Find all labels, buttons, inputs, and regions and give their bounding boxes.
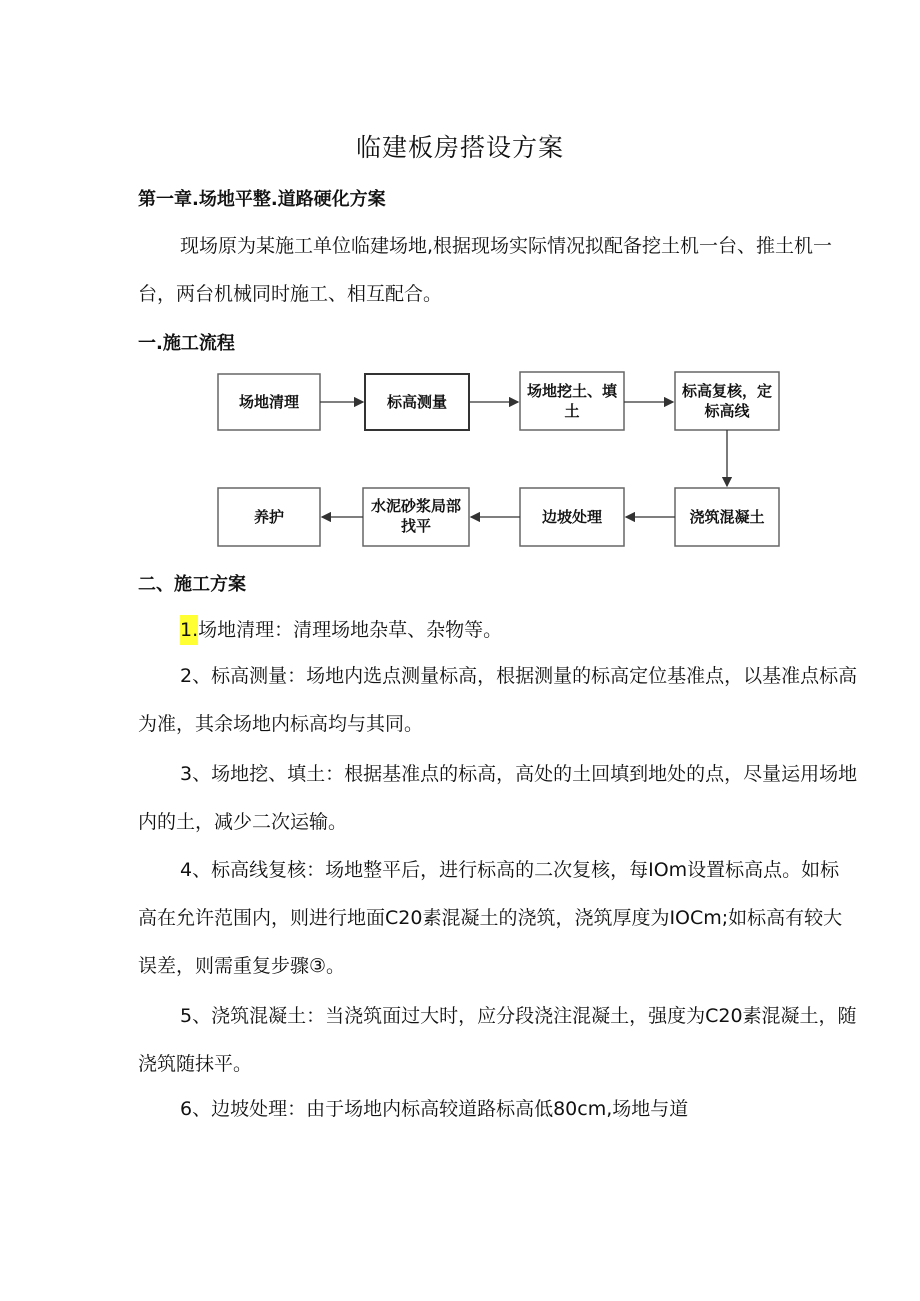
- section2-heading: 二、施工方案: [138, 574, 246, 595]
- document-title: 临建板房搭设方案: [355, 133, 564, 162]
- flow-step-label-2: 找平: [400, 517, 432, 535]
- flow-step-label: 边坡处理: [541, 508, 603, 526]
- flow-step-site-clearing: [218, 374, 320, 430]
- flow-step-elevation-recheck: [675, 372, 779, 430]
- item-text: 场地挖、填土：根据基准点的标高，高处的土回填到地处的点，尽量运用场地内的土，减少二次运输。: [138, 763, 858, 833]
- flow-step-label: 场地清理: [238, 393, 300, 411]
- flow-step-label: 养护: [253, 508, 285, 526]
- flow-step-pour-concrete: [675, 488, 779, 546]
- flow-step-label: 场地挖土、填: [526, 382, 618, 400]
- construction-flow-chart: [210, 365, 790, 555]
- item-2: [138, 652, 858, 748]
- item-text: 标高测量：场地内选点测量标高，根据测量的标高定位基准点，以基准点标高为准，其余场地内标高均与其同。: [138, 665, 858, 735]
- flow-step-label: 标高复核，定: [681, 382, 773, 400]
- item-5: [138, 992, 858, 1088]
- intro-text: 现场原为某施工单位临建场地,根据现场实际情况拟配备挖土机一台、推土机一台，两台机械同时施工、相互配合。: [138, 235, 833, 305]
- item-3: [138, 750, 858, 846]
- flow-step-slope-treatment: [520, 488, 624, 546]
- item-number: 2、: [180, 665, 212, 687]
- section1-heading: 一.施工流程: [138, 333, 235, 354]
- intro-paragraph: [138, 222, 858, 318]
- item-text: 标高线复核：场地整平后，进行标高的二次复核，每IOm设置标高点。如标高在允许范围内，则进行地面C20素混凝土的浇筑，浇筑厚度为IOCm;如标高有较大误差，则需重复步骤③。: [138, 859, 843, 977]
- item-number: 5、: [180, 1005, 212, 1027]
- flow-step-curing: [218, 488, 320, 546]
- flow-step-label: 浇筑混凝土: [689, 508, 765, 526]
- flow-step-mortar-leveling: [363, 488, 469, 546]
- flow-step-label: 标高测量: [386, 393, 448, 411]
- item-number: 4、: [180, 859, 212, 881]
- flow-step-label-2: 标高线: [704, 402, 750, 420]
- item-text: 浇筑混凝土：当浇筑面过大时，应分段浇注混凝土，强度为C20素混凝土，随浇筑随抹平。: [138, 1005, 857, 1075]
- item-number: 3、: [180, 763, 212, 785]
- chapter-heading: 第一章.场地平整.道路硬化方案: [138, 189, 386, 210]
- flow-step-excavation-fill: [520, 372, 624, 430]
- item-number-highlight: 1.: [180, 615, 198, 645]
- flow-step-label-2: 土: [564, 402, 580, 420]
- item-6: [138, 1085, 858, 1133]
- item-number: 6、: [180, 1098, 212, 1120]
- item-4: [138, 846, 858, 990]
- flow-step-label: 水泥砂浆局部: [370, 497, 462, 515]
- item-1: [138, 606, 858, 654]
- flow-step-elevation-survey: [365, 374, 469, 430]
- item-text: 边坡处理：由于场地内标高较道路标高低80cm,场地与道: [211, 1098, 689, 1120]
- item-text: 场地清理：清理场地杂草、杂物等。: [198, 619, 503, 641]
